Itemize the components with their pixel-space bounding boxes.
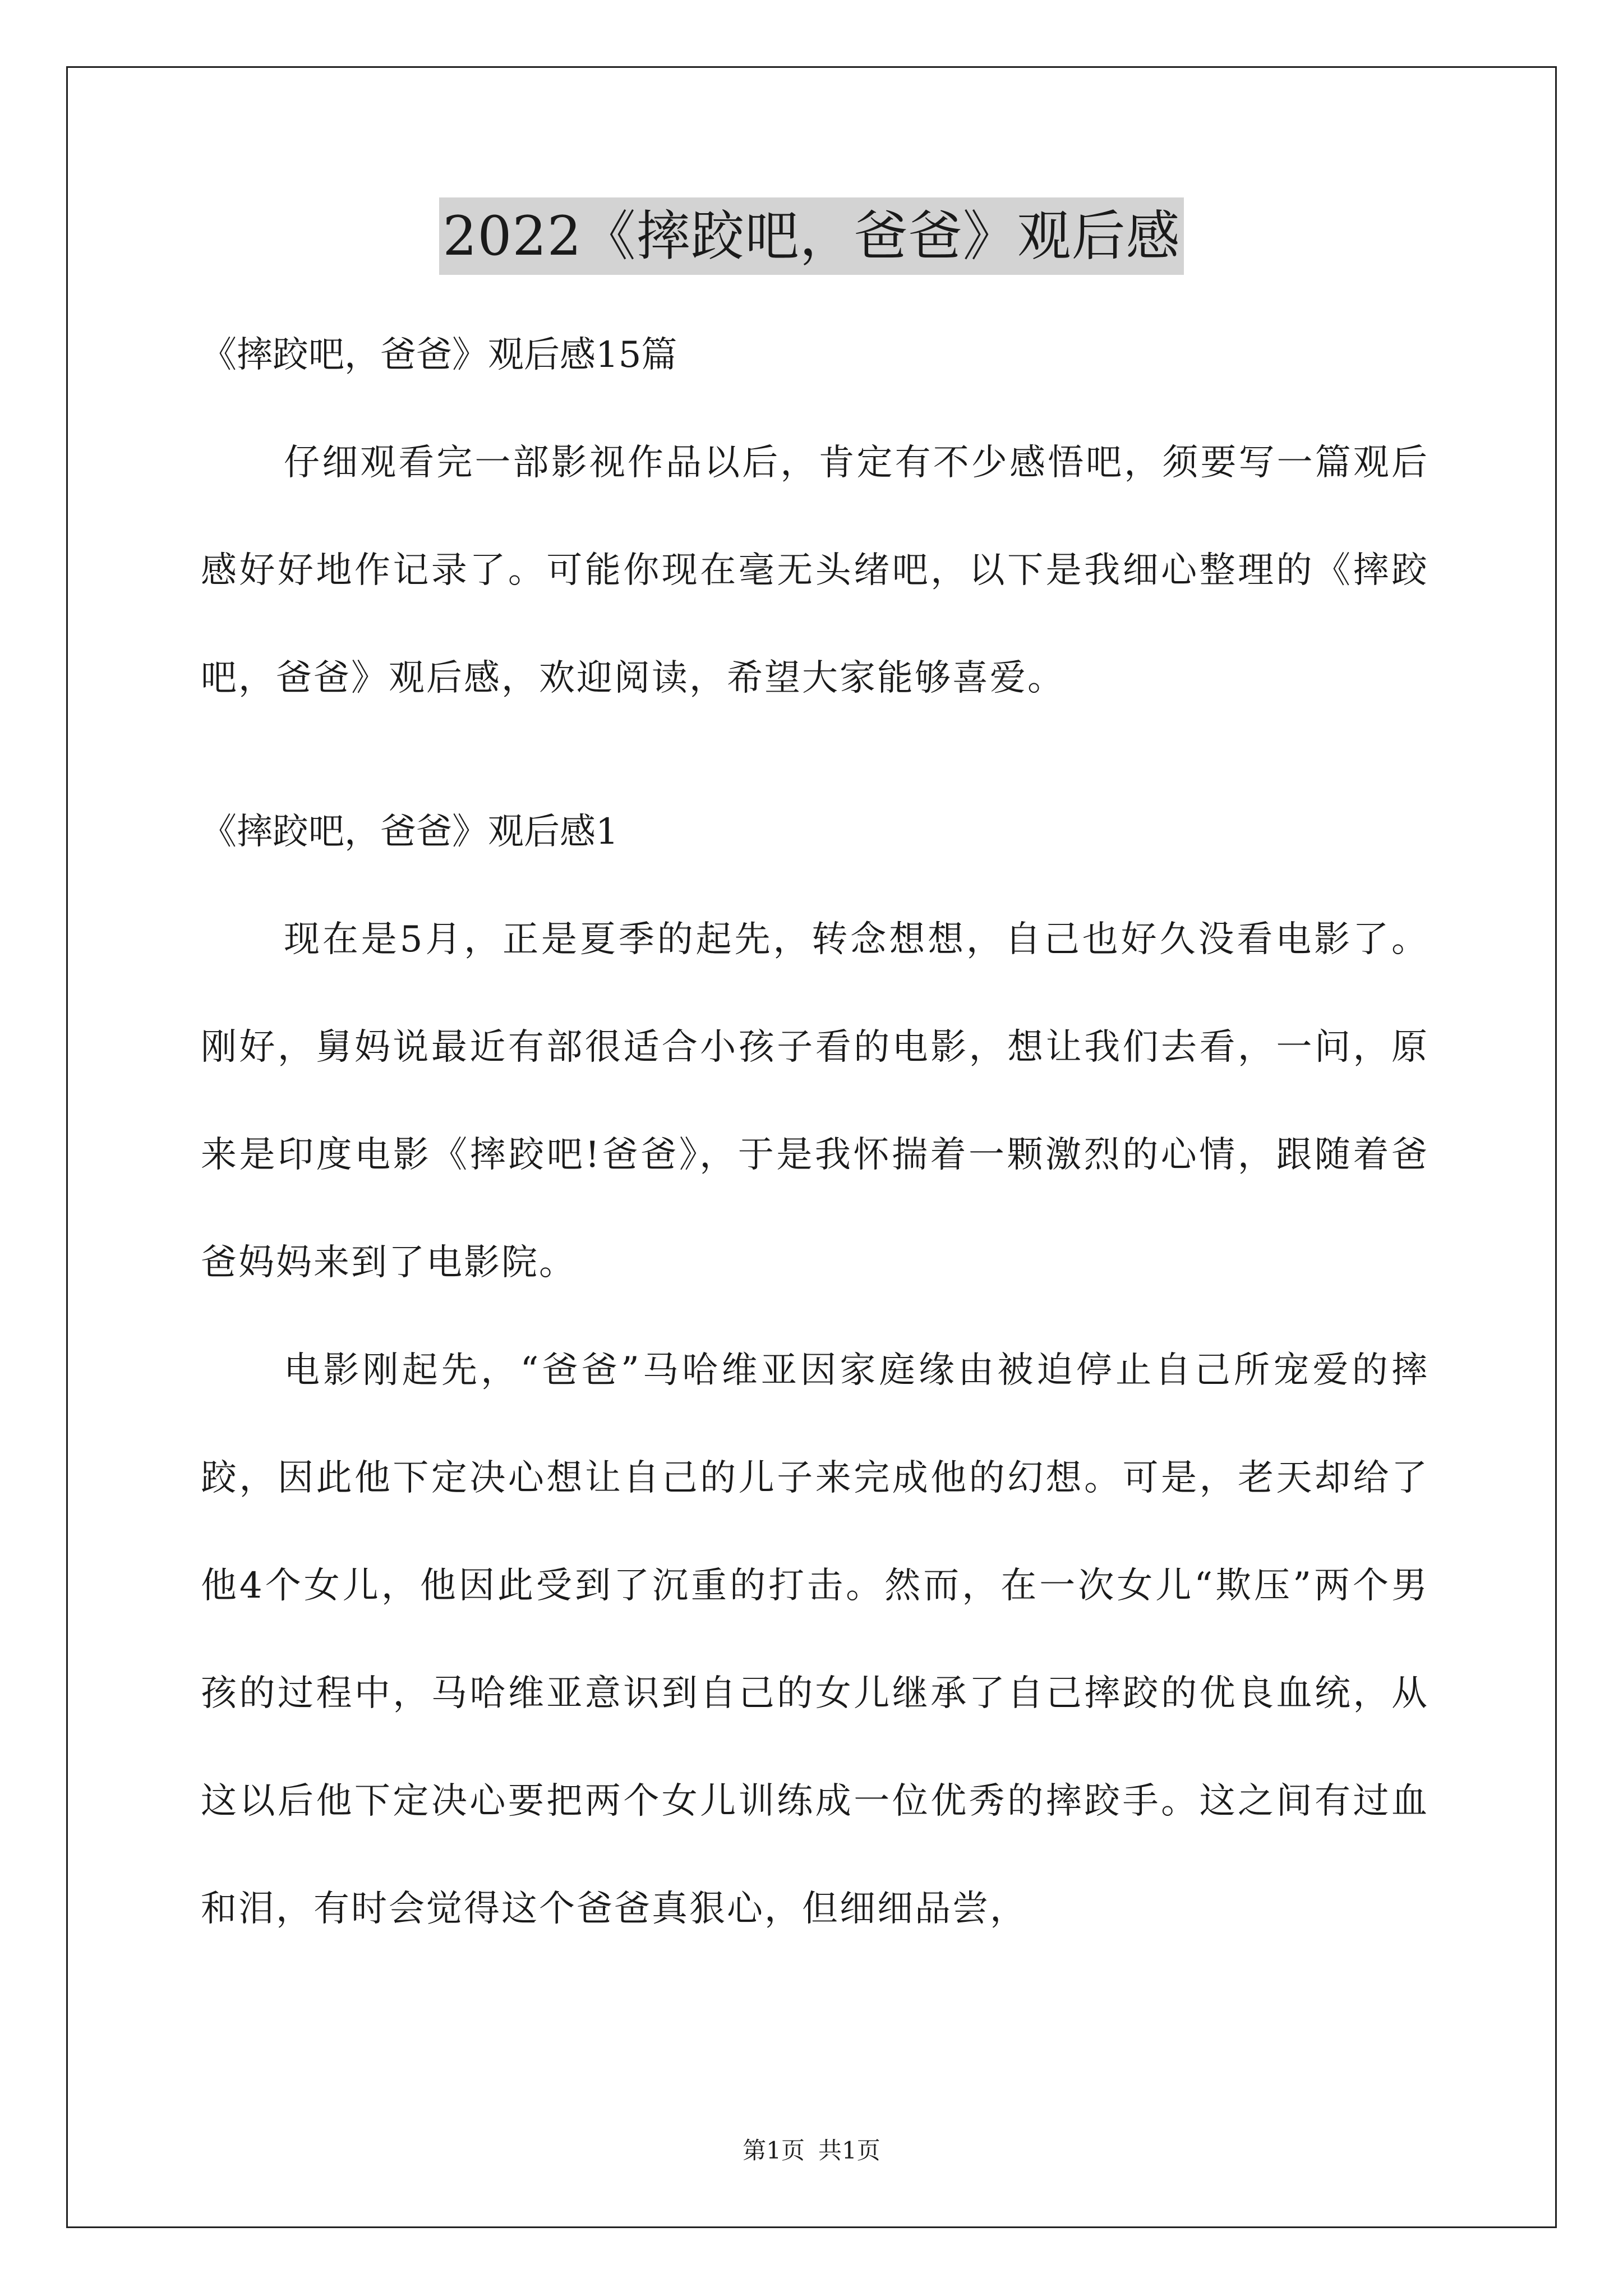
spacer [201,732,1429,805]
document-body [201,328,1429,1963]
title-container [0,197,1623,275]
page-footer [0,2134,1623,2168]
document-title: 2022《摔跤吧，爸爸》观后感 [439,197,1183,275]
subtitle: 《摔跤吧，爸爸》观后感15篇 [201,334,677,376]
intro-paragraph: 仔细观看完一部影视作品以后，肯定有不少感悟吧，须要写一篇观后感好好地作记录了。可能你现在毫无头绪吧，以下是我细心整理的《摔跤吧，爸爸》观后感，欢迎阅读，希望大家能够喜爱。 [201,442,1429,699]
page-total: 共1页 [818,2137,880,2164]
page-number: 第1页 [743,2137,805,2164]
section-heading: 《摔跤吧，爸爸》观后感1 [201,811,619,853]
body-paragraph-1: 现在是5月，正是夏季的起先，转念想想，自己也好久没看电影了。刚好，舅妈说最近有部很适合小孩子看的电影，想让我们去看，一问，原来是印度电影《摔跤吧!爸爸》，于是我怀揣着一颗激烈的心情，跟随着爸爸妈妈来到了电影院。 [201,919,1429,1283]
body-paragraph-2: 电影刚起先，“爸爸”马哈维亚因家庭缘由被迫停止自己所宠爱的摔跤，因此他下定决心想让自己的儿子来完成他的幻想。可是，老天却给了他4个女儿，他因此受到了沉重的打击。然而，在一次女儿“欺压”两个男孩的过程中，马哈维亚意识到自己的女儿继承了自己摔跤的优良血统，从这以后他下定决心要把两个女儿训练成一位优秀的摔跤手。这之间有过血和泪，有时会觉得这个爸爸真狠心，但细细品尝， [201,1350,1429,1930]
